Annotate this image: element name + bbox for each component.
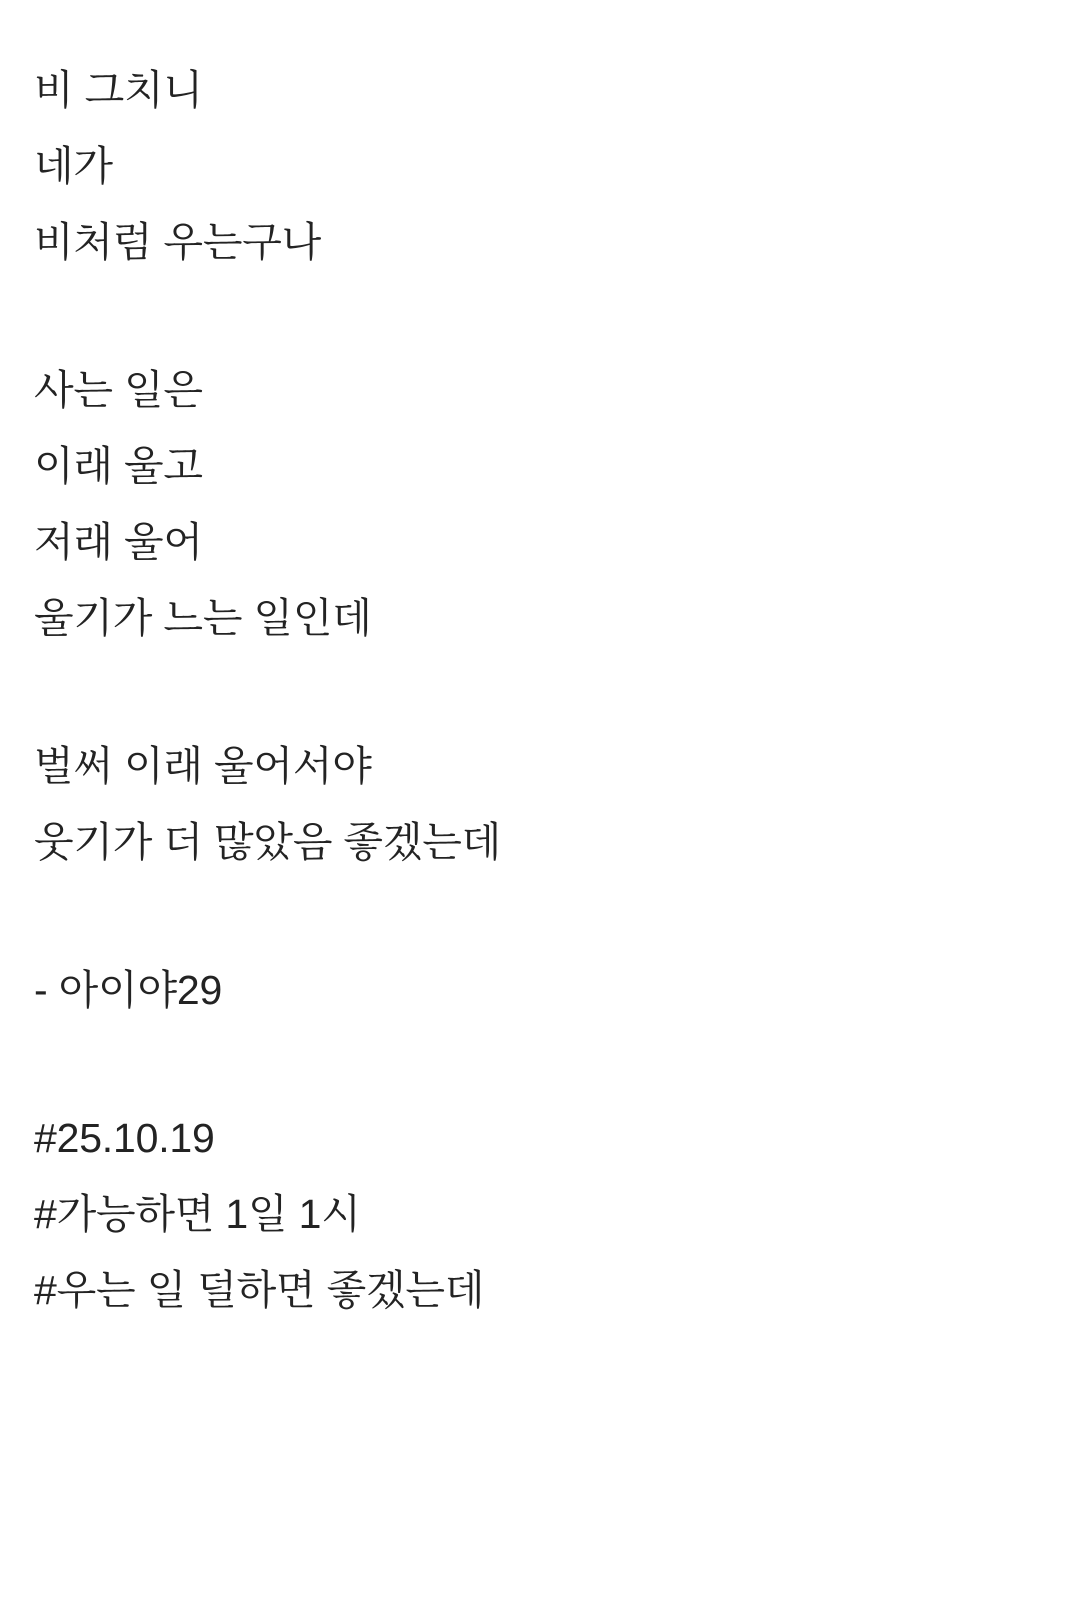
hashtag-routine: #가능하면 1일 1시: [34, 1191, 361, 1237]
poem-line: 울기가 느는 일인데: [34, 595, 372, 641]
stanza-2: [34, 352, 1040, 656]
poem-line: 웃기가 더 많았음 좋겠는데: [34, 819, 502, 865]
poem-line: 네가: [34, 143, 113, 189]
stanza-3: [34, 728, 1040, 880]
poem-line: 비처럼 우는구나: [34, 219, 322, 265]
hashtag-wish: #우는 일 덜하면 좋겠는데: [34, 1267, 485, 1313]
stanza-tags: [34, 1100, 1040, 1328]
poem-line: 사는 일은: [34, 367, 203, 413]
stanza-1: [34, 52, 1040, 280]
stanza-author: [34, 952, 1040, 1028]
poem-line: 저래 울어: [34, 519, 203, 565]
poem-line: 벌써 이래 울어서야: [34, 743, 372, 789]
author-credit: - 아이야29: [34, 967, 223, 1013]
hashtag-date: #25.10.19: [34, 1115, 215, 1161]
poem-line: 비 그치니: [34, 67, 203, 113]
poem-line: 이래 울고: [34, 443, 203, 489]
poem-body: [34, 52, 1040, 1328]
